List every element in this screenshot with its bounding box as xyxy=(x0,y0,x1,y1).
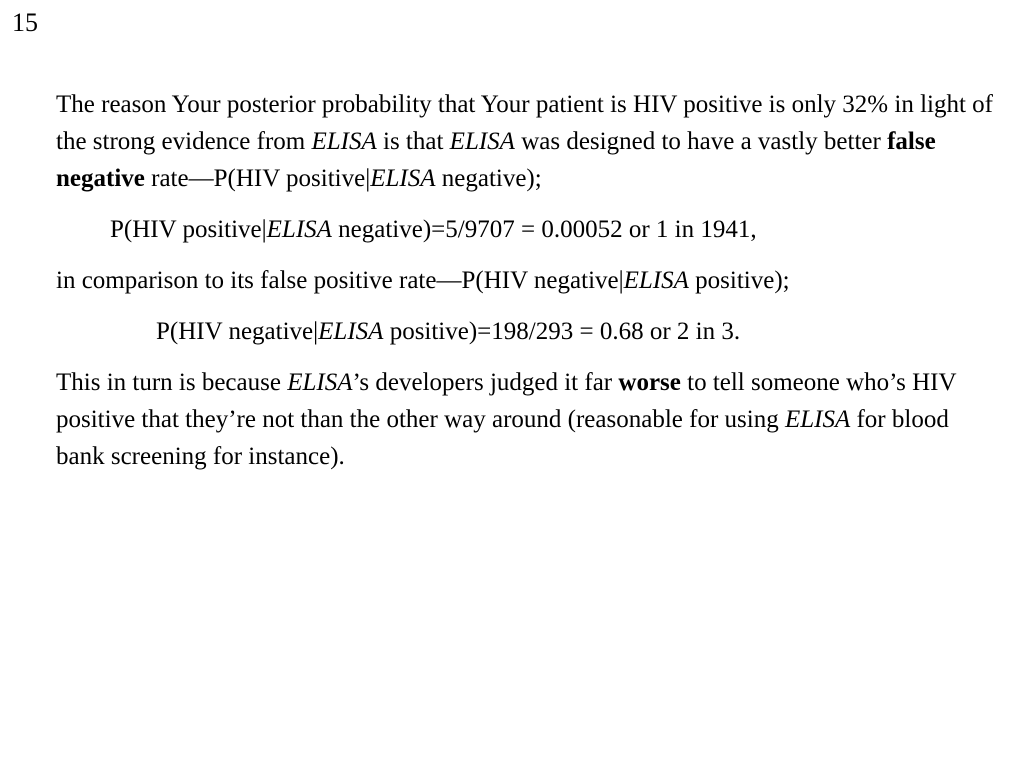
elisa-term: ELISA xyxy=(311,128,377,155)
text-run: This in turn is because xyxy=(56,369,288,396)
text-run: is that xyxy=(376,128,450,155)
slide-body xyxy=(56,86,996,489)
text-run: ’s developers judged it far xyxy=(352,369,619,396)
text-run: for blood bank screening for instance). xyxy=(56,406,949,470)
text-run: positive); xyxy=(688,267,790,294)
paragraph-comparison xyxy=(56,262,996,299)
elisa-term: ELISA xyxy=(318,318,384,345)
elisa-term: ELISA xyxy=(287,369,353,396)
text-run: rate—P(HIV positive| xyxy=(144,165,371,192)
text-run: was designed to have a vastly better xyxy=(514,128,888,155)
false-negative-term: false negative xyxy=(56,128,936,192)
text-run: P(HIV negative| xyxy=(156,318,319,345)
text-run: negative)=5/9707 = 0.00052 or 1 in 1941, xyxy=(331,216,757,243)
paragraph-developer-rationale xyxy=(56,364,996,475)
worse-term: worse xyxy=(618,369,681,396)
text-run: in comparison to its false positive rate—P(HIV negative| xyxy=(56,267,624,294)
text-run: to tell someone who’s HIV positive that they’re not than the other way around (reasonable for using xyxy=(56,369,957,433)
elisa-term: ELISA xyxy=(449,128,515,155)
equation-false-positive-rate xyxy=(56,313,996,350)
text-run: P(HIV positive| xyxy=(110,216,267,243)
elisa-term: ELISA xyxy=(784,406,851,433)
elisa-term: ELISA xyxy=(370,165,436,192)
equation-false-negative-rate xyxy=(56,211,996,248)
elisa-term: ELISA xyxy=(266,216,332,243)
text-run: negative); xyxy=(435,165,542,192)
text-run: The reason Your posterior probability that Your patient is HIV positive is only 32% in light of the strong evidence from xyxy=(56,91,993,155)
paragraph-posterior-explanation xyxy=(56,86,996,197)
elisa-term: ELISA xyxy=(623,267,689,294)
text-run: positive)=198/293 = 0.68 or 2 in 3. xyxy=(383,318,741,345)
page-number: 15 xyxy=(12,8,38,37)
